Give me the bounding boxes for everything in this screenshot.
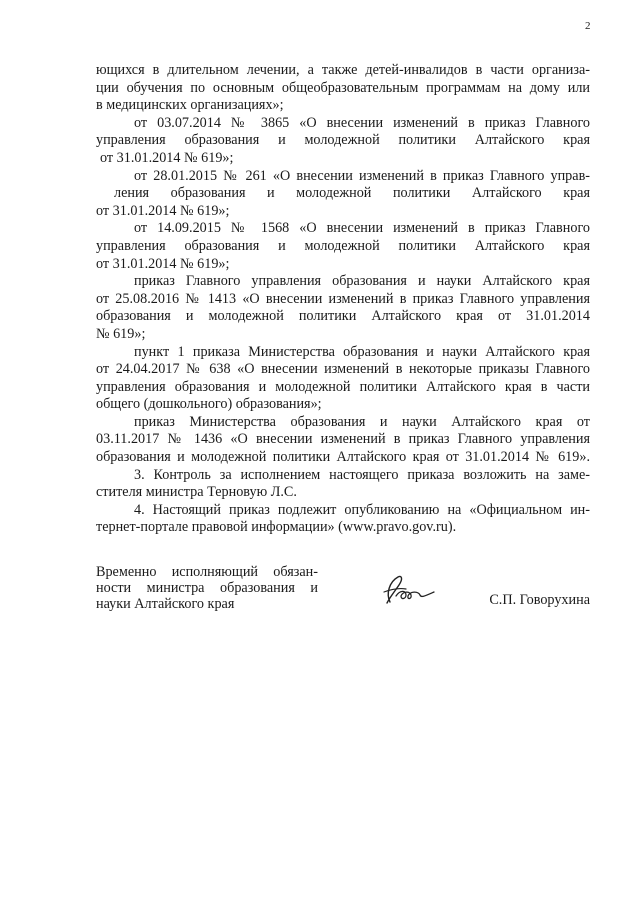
signatory-name: С.П. Говорухина (489, 592, 590, 608)
body-line: приказ Главного управления образования и науки Алтайского края (134, 273, 590, 290)
body-line: ющихся в длительном лечении, а также детей-инвалидов в части организа- (96, 62, 590, 78)
handwritten-signature (376, 572, 438, 608)
body-line: стителя министра Терновую Л.С. (96, 484, 297, 501)
body-line: образования и молодежной политики Алтайского края от 31.01.2014 № 619». (96, 449, 590, 466)
body-line: 03.11.2017 № 1436 «О внесении изменений в приказ Главного управления (96, 431, 590, 448)
body-line: ления образования и молодежной политики Алтайского края (114, 185, 590, 202)
signatory-title-line: ности министра образования и (96, 580, 318, 596)
body-line: № 619»; (96, 325, 146, 342)
signature-block (96, 564, 590, 612)
body-line: от 31.01.2014 № 619»; (96, 202, 230, 219)
body-line: 4. Настоящий приказ подлежит опубликованию на «Официальном ин- (134, 501, 590, 518)
body-line: приказ Министерства образования и науки Алтайского края от (134, 413, 590, 430)
body-line: управления образования и молодежной политики Алтайского края (96, 132, 590, 149)
signatory-title-line: науки Алтайского края (96, 596, 235, 612)
body-line: ции обучения по основным общеобразовательным программам на дому или (96, 79, 590, 96)
body-line: управления образования и молодежной политики Алтайского края (96, 237, 590, 254)
body-line: в медицинских организациях»; (96, 97, 284, 114)
body-line: от 14.09.2015 № 1568 «О внесении изменений в приказ Главного (134, 220, 590, 237)
signatory-title-line: Временно исполняющий обязан- (96, 564, 318, 580)
body-line: 3. Контроль за исполнением настоящего приказа возложить на заме- (134, 466, 590, 483)
body-line: от 31.01.2014 № 619»; (96, 255, 230, 272)
body-line: управления образования и молодежной политики Алтайского края в части (96, 378, 590, 395)
body-line: тернет-портале правовой информации» (www.pravo.gov.ru). (96, 519, 457, 536)
body-line: от 24.04.2017 № 638 «О внесении изменений в некоторые приказы Главного (96, 361, 590, 378)
body-line: общего (дошкольного) образования»; (96, 396, 322, 413)
body-line: от 03.07.2014 № 3865 «О внесении изменений в приказ Главного (134, 114, 590, 131)
body-line: от 25.08.2016 № 1413 «О внесении изменений в приказ Главного управления (96, 290, 590, 307)
body-line: пункт 1 приказа Министерства образования и науки Алтайского края (134, 343, 590, 360)
document-body (96, 62, 590, 537)
signatory-title (96, 564, 318, 612)
page-number: 2 (585, 20, 591, 32)
body-line: от 31.01.2014 № 619»; (100, 149, 234, 166)
body-line: образования и молодежной политики Алтайского края от 31.01.2014 (96, 308, 590, 325)
body-line: от 28.01.2015 № 261 «О внесении изменений в приказ Главного управ- (134, 167, 590, 184)
